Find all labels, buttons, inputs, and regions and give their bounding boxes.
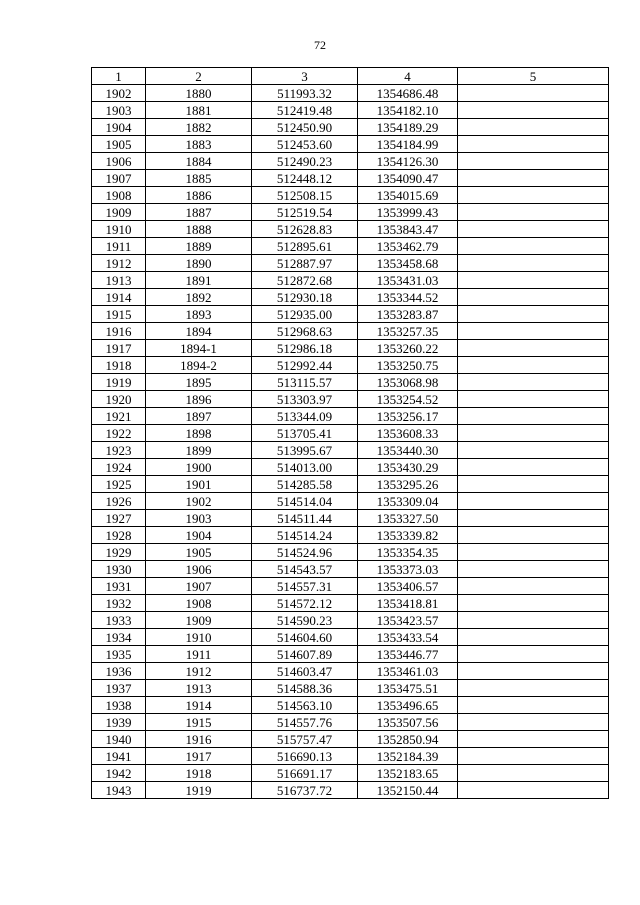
y-coordinate-cell: 1353354.35 bbox=[358, 544, 458, 561]
row-number-cell: 1918 bbox=[92, 357, 146, 374]
row-number-cell: 1914 bbox=[92, 289, 146, 306]
y-coordinate-cell: 1352850.94 bbox=[358, 731, 458, 748]
point-id-cell: 1894-2 bbox=[146, 357, 252, 374]
coordinates-table bbox=[91, 67, 609, 799]
x-coordinate-cell: 514557.31 bbox=[252, 578, 358, 595]
x-coordinate-cell: 514572.12 bbox=[252, 595, 358, 612]
x-coordinate-cell: 512887.97 bbox=[252, 255, 358, 272]
row-number-cell: 1939 bbox=[92, 714, 146, 731]
table-row bbox=[92, 493, 609, 510]
table-row bbox=[92, 578, 609, 595]
note-cell bbox=[458, 561, 609, 578]
y-coordinate-cell: 1353475.51 bbox=[358, 680, 458, 697]
point-id-cell: 1895 bbox=[146, 374, 252, 391]
note-cell bbox=[458, 187, 609, 204]
row-number-cell: 1911 bbox=[92, 238, 146, 255]
point-id-cell: 1902 bbox=[146, 493, 252, 510]
y-coordinate-cell: 1353256.17 bbox=[358, 408, 458, 425]
note-cell bbox=[458, 204, 609, 221]
row-number-cell: 1926 bbox=[92, 493, 146, 510]
point-id-cell: 1886 bbox=[146, 187, 252, 204]
note-cell bbox=[458, 306, 609, 323]
y-coordinate-cell: 1353433.54 bbox=[358, 629, 458, 646]
note-cell bbox=[458, 697, 609, 714]
point-id-cell: 1899 bbox=[146, 442, 252, 459]
note-cell bbox=[458, 425, 609, 442]
y-coordinate-cell: 1353257.35 bbox=[358, 323, 458, 340]
point-id-cell: 1891 bbox=[146, 272, 252, 289]
note-cell bbox=[458, 170, 609, 187]
note-cell bbox=[458, 238, 609, 255]
table-header-row bbox=[92, 68, 609, 85]
x-coordinate-cell: 512872.68 bbox=[252, 272, 358, 289]
note-cell bbox=[458, 255, 609, 272]
row-number-cell: 1922 bbox=[92, 425, 146, 442]
y-coordinate-cell: 1354686.48 bbox=[358, 85, 458, 102]
x-coordinate-cell: 512419.48 bbox=[252, 102, 358, 119]
row-number-cell: 1927 bbox=[92, 510, 146, 527]
column-header: 1 bbox=[92, 68, 146, 85]
y-coordinate-cell: 1353431.03 bbox=[358, 272, 458, 289]
y-coordinate-cell: 1353418.81 bbox=[358, 595, 458, 612]
note-cell bbox=[458, 136, 609, 153]
table-row bbox=[92, 170, 609, 187]
point-id-cell: 1912 bbox=[146, 663, 252, 680]
table-row bbox=[92, 663, 609, 680]
x-coordinate-cell: 514588.36 bbox=[252, 680, 358, 697]
x-coordinate-cell: 512895.61 bbox=[252, 238, 358, 255]
x-coordinate-cell: 513995.67 bbox=[252, 442, 358, 459]
y-coordinate-cell: 1353260.22 bbox=[358, 340, 458, 357]
x-coordinate-cell: 512992.44 bbox=[252, 357, 358, 374]
y-coordinate-cell: 1353254.52 bbox=[358, 391, 458, 408]
x-coordinate-cell: 516737.72 bbox=[252, 782, 358, 799]
note-cell bbox=[458, 119, 609, 136]
table-row bbox=[92, 561, 609, 578]
row-number-cell: 1921 bbox=[92, 408, 146, 425]
note-cell bbox=[458, 340, 609, 357]
note-cell bbox=[458, 680, 609, 697]
y-coordinate-cell: 1353327.50 bbox=[358, 510, 458, 527]
point-id-cell: 1881 bbox=[146, 102, 252, 119]
y-coordinate-cell: 1352150.44 bbox=[358, 782, 458, 799]
note-cell bbox=[458, 527, 609, 544]
x-coordinate-cell: 514607.89 bbox=[252, 646, 358, 663]
row-number-cell: 1905 bbox=[92, 136, 146, 153]
point-id-cell: 1914 bbox=[146, 697, 252, 714]
table-row bbox=[92, 187, 609, 204]
note-cell bbox=[458, 459, 609, 476]
table-row bbox=[92, 612, 609, 629]
point-id-cell: 1888 bbox=[146, 221, 252, 238]
y-coordinate-cell: 1352184.39 bbox=[358, 748, 458, 765]
point-id-cell: 1887 bbox=[146, 204, 252, 221]
y-coordinate-cell: 1352183.65 bbox=[358, 765, 458, 782]
table-row bbox=[92, 119, 609, 136]
point-id-cell: 1906 bbox=[146, 561, 252, 578]
y-coordinate-cell: 1353507.56 bbox=[358, 714, 458, 731]
row-number-cell: 1928 bbox=[92, 527, 146, 544]
point-id-cell: 1909 bbox=[146, 612, 252, 629]
row-number-cell: 1915 bbox=[92, 306, 146, 323]
table-row bbox=[92, 374, 609, 391]
note-cell bbox=[458, 102, 609, 119]
y-coordinate-cell: 1353462.79 bbox=[358, 238, 458, 255]
point-id-cell: 1910 bbox=[146, 629, 252, 646]
y-coordinate-cell: 1354182.10 bbox=[358, 102, 458, 119]
x-coordinate-cell: 512930.18 bbox=[252, 289, 358, 306]
x-coordinate-cell: 514013.00 bbox=[252, 459, 358, 476]
note-cell bbox=[458, 765, 609, 782]
x-coordinate-cell: 512519.54 bbox=[252, 204, 358, 221]
point-id-cell: 1885 bbox=[146, 170, 252, 187]
table-row bbox=[92, 85, 609, 102]
x-coordinate-cell: 514514.24 bbox=[252, 527, 358, 544]
point-id-cell: 1896 bbox=[146, 391, 252, 408]
x-coordinate-cell: 514511.44 bbox=[252, 510, 358, 527]
note-cell bbox=[458, 493, 609, 510]
table-row bbox=[92, 272, 609, 289]
row-number-cell: 1936 bbox=[92, 663, 146, 680]
row-number-cell: 1907 bbox=[92, 170, 146, 187]
point-id-cell: 1911 bbox=[146, 646, 252, 663]
note-cell bbox=[458, 374, 609, 391]
table-row bbox=[92, 408, 609, 425]
table-row bbox=[92, 221, 609, 238]
x-coordinate-cell: 513115.57 bbox=[252, 374, 358, 391]
point-id-cell: 1918 bbox=[146, 765, 252, 782]
x-coordinate-cell: 511993.32 bbox=[252, 85, 358, 102]
y-coordinate-cell: 1353309.04 bbox=[358, 493, 458, 510]
note-cell bbox=[458, 646, 609, 663]
point-id-cell: 1917 bbox=[146, 748, 252, 765]
row-number-cell: 1941 bbox=[92, 748, 146, 765]
point-id-cell: 1892 bbox=[146, 289, 252, 306]
row-number-cell: 1934 bbox=[92, 629, 146, 646]
x-coordinate-cell: 514563.10 bbox=[252, 697, 358, 714]
note-cell bbox=[458, 391, 609, 408]
row-number-cell: 1906 bbox=[92, 153, 146, 170]
table-row bbox=[92, 204, 609, 221]
page-number: 72 bbox=[314, 38, 326, 52]
y-coordinate-cell: 1353406.57 bbox=[358, 578, 458, 595]
point-id-cell: 1880 bbox=[146, 85, 252, 102]
x-coordinate-cell: 514524.96 bbox=[252, 544, 358, 561]
table-row bbox=[92, 782, 609, 799]
point-id-cell: 1908 bbox=[146, 595, 252, 612]
point-id-cell: 1907 bbox=[146, 578, 252, 595]
x-coordinate-cell: 516691.17 bbox=[252, 765, 358, 782]
point-id-cell: 1900 bbox=[146, 459, 252, 476]
note-cell bbox=[458, 544, 609, 561]
row-number-cell: 1943 bbox=[92, 782, 146, 799]
y-coordinate-cell: 1353423.57 bbox=[358, 612, 458, 629]
table-row bbox=[92, 102, 609, 119]
row-number-cell: 1930 bbox=[92, 561, 146, 578]
table-row bbox=[92, 425, 609, 442]
table-row bbox=[92, 306, 609, 323]
row-number-cell: 1904 bbox=[92, 119, 146, 136]
table-row bbox=[92, 527, 609, 544]
row-number-cell: 1917 bbox=[92, 340, 146, 357]
x-coordinate-cell: 512968.63 bbox=[252, 323, 358, 340]
x-coordinate-cell: 512935.00 bbox=[252, 306, 358, 323]
x-coordinate-cell: 516690.13 bbox=[252, 748, 358, 765]
table-row bbox=[92, 765, 609, 782]
point-id-cell: 1884 bbox=[146, 153, 252, 170]
table-row bbox=[92, 697, 609, 714]
y-coordinate-cell: 1353461.03 bbox=[358, 663, 458, 680]
y-coordinate-cell: 1353295.26 bbox=[358, 476, 458, 493]
note-cell bbox=[458, 323, 609, 340]
table-body bbox=[92, 85, 609, 799]
table-row bbox=[92, 680, 609, 697]
note-cell bbox=[458, 442, 609, 459]
note-cell bbox=[458, 476, 609, 493]
point-id-cell: 1904 bbox=[146, 527, 252, 544]
y-coordinate-cell: 1354126.30 bbox=[358, 153, 458, 170]
table-row bbox=[92, 629, 609, 646]
row-number-cell: 1913 bbox=[92, 272, 146, 289]
note-cell bbox=[458, 629, 609, 646]
point-id-cell: 1882 bbox=[146, 119, 252, 136]
table-row bbox=[92, 510, 609, 527]
row-number-cell: 1925 bbox=[92, 476, 146, 493]
row-number-cell: 1937 bbox=[92, 680, 146, 697]
table-row bbox=[92, 323, 609, 340]
note-cell bbox=[458, 85, 609, 102]
row-number-cell: 1933 bbox=[92, 612, 146, 629]
row-number-cell: 1931 bbox=[92, 578, 146, 595]
y-coordinate-cell: 1353373.03 bbox=[358, 561, 458, 578]
note-cell bbox=[458, 782, 609, 799]
point-id-cell: 1894-1 bbox=[146, 340, 252, 357]
table-row bbox=[92, 646, 609, 663]
x-coordinate-cell: 513344.09 bbox=[252, 408, 358, 425]
x-coordinate-cell: 512453.60 bbox=[252, 136, 358, 153]
y-coordinate-cell: 1353608.33 bbox=[358, 425, 458, 442]
y-coordinate-cell: 1353250.75 bbox=[358, 357, 458, 374]
x-coordinate-cell: 514285.58 bbox=[252, 476, 358, 493]
y-coordinate-cell: 1353068.98 bbox=[358, 374, 458, 391]
point-id-cell: 1915 bbox=[146, 714, 252, 731]
note-cell bbox=[458, 357, 609, 374]
y-coordinate-cell: 1353344.52 bbox=[358, 289, 458, 306]
table-row bbox=[92, 238, 609, 255]
row-number-cell: 1932 bbox=[92, 595, 146, 612]
y-coordinate-cell: 1354189.29 bbox=[358, 119, 458, 136]
table-row bbox=[92, 731, 609, 748]
x-coordinate-cell: 513303.97 bbox=[252, 391, 358, 408]
row-number-cell: 1902 bbox=[92, 85, 146, 102]
point-id-cell: 1916 bbox=[146, 731, 252, 748]
row-number-cell: 1942 bbox=[92, 765, 146, 782]
x-coordinate-cell: 515757.47 bbox=[252, 731, 358, 748]
y-coordinate-cell: 1353446.77 bbox=[358, 646, 458, 663]
row-number-cell: 1909 bbox=[92, 204, 146, 221]
y-coordinate-cell: 1353430.29 bbox=[358, 459, 458, 476]
point-id-cell: 1913 bbox=[146, 680, 252, 697]
y-coordinate-cell: 1353458.68 bbox=[358, 255, 458, 272]
x-coordinate-cell: 514590.23 bbox=[252, 612, 358, 629]
note-cell bbox=[458, 731, 609, 748]
point-id-cell: 1903 bbox=[146, 510, 252, 527]
row-number-cell: 1920 bbox=[92, 391, 146, 408]
y-coordinate-cell: 1354184.99 bbox=[358, 136, 458, 153]
row-number-cell: 1924 bbox=[92, 459, 146, 476]
note-cell bbox=[458, 663, 609, 680]
point-id-cell: 1901 bbox=[146, 476, 252, 493]
note-cell bbox=[458, 748, 609, 765]
note-cell bbox=[458, 510, 609, 527]
x-coordinate-cell: 514603.47 bbox=[252, 663, 358, 680]
x-coordinate-cell: 512508.15 bbox=[252, 187, 358, 204]
table-row bbox=[92, 748, 609, 765]
point-id-cell: 1919 bbox=[146, 782, 252, 799]
x-coordinate-cell: 512448.12 bbox=[252, 170, 358, 187]
row-number-cell: 1912 bbox=[92, 255, 146, 272]
row-number-cell: 1923 bbox=[92, 442, 146, 459]
table-row bbox=[92, 595, 609, 612]
table-row bbox=[92, 136, 609, 153]
x-coordinate-cell: 514604.60 bbox=[252, 629, 358, 646]
table-row bbox=[92, 255, 609, 272]
note-cell bbox=[458, 578, 609, 595]
x-coordinate-cell: 513705.41 bbox=[252, 425, 358, 442]
x-coordinate-cell: 512628.83 bbox=[252, 221, 358, 238]
table-row bbox=[92, 340, 609, 357]
column-header: 5 bbox=[458, 68, 609, 85]
row-number-cell: 1940 bbox=[92, 731, 146, 748]
column-header: 3 bbox=[252, 68, 358, 85]
y-coordinate-cell: 1354015.69 bbox=[358, 187, 458, 204]
y-coordinate-cell: 1353339.82 bbox=[358, 527, 458, 544]
x-coordinate-cell: 512986.18 bbox=[252, 340, 358, 357]
note-cell bbox=[458, 289, 609, 306]
y-coordinate-cell: 1354090.47 bbox=[358, 170, 458, 187]
y-coordinate-cell: 1353496.65 bbox=[358, 697, 458, 714]
table-row bbox=[92, 391, 609, 408]
table-row bbox=[92, 459, 609, 476]
y-coordinate-cell: 1353843.47 bbox=[358, 221, 458, 238]
note-cell bbox=[458, 595, 609, 612]
row-number-cell: 1938 bbox=[92, 697, 146, 714]
row-number-cell: 1935 bbox=[92, 646, 146, 663]
note-cell bbox=[458, 153, 609, 170]
column-header: 2 bbox=[146, 68, 252, 85]
note-cell bbox=[458, 408, 609, 425]
row-number-cell: 1929 bbox=[92, 544, 146, 561]
row-number-cell: 1919 bbox=[92, 374, 146, 391]
table-row bbox=[92, 476, 609, 493]
table-row bbox=[92, 153, 609, 170]
point-id-cell: 1905 bbox=[146, 544, 252, 561]
y-coordinate-cell: 1353283.87 bbox=[358, 306, 458, 323]
point-id-cell: 1890 bbox=[146, 255, 252, 272]
x-coordinate-cell: 512450.90 bbox=[252, 119, 358, 136]
table-row bbox=[92, 289, 609, 306]
y-coordinate-cell: 1353440.30 bbox=[358, 442, 458, 459]
table-row bbox=[92, 714, 609, 731]
note-cell bbox=[458, 221, 609, 238]
x-coordinate-cell: 512490.23 bbox=[252, 153, 358, 170]
point-id-cell: 1893 bbox=[146, 306, 252, 323]
table-row bbox=[92, 442, 609, 459]
point-id-cell: 1883 bbox=[146, 136, 252, 153]
note-cell bbox=[458, 714, 609, 731]
row-number-cell: 1908 bbox=[92, 187, 146, 204]
x-coordinate-cell: 514557.76 bbox=[252, 714, 358, 731]
y-coordinate-cell: 1353999.43 bbox=[358, 204, 458, 221]
note-cell bbox=[458, 272, 609, 289]
x-coordinate-cell: 514514.04 bbox=[252, 493, 358, 510]
point-id-cell: 1897 bbox=[146, 408, 252, 425]
row-number-cell: 1910 bbox=[92, 221, 146, 238]
point-id-cell: 1889 bbox=[146, 238, 252, 255]
point-id-cell: 1894 bbox=[146, 323, 252, 340]
row-number-cell: 1916 bbox=[92, 323, 146, 340]
row-number-cell: 1903 bbox=[92, 102, 146, 119]
table-row bbox=[92, 544, 609, 561]
column-header: 4 bbox=[358, 68, 458, 85]
x-coordinate-cell: 514543.57 bbox=[252, 561, 358, 578]
point-id-cell: 1898 bbox=[146, 425, 252, 442]
table-row bbox=[92, 357, 609, 374]
note-cell bbox=[458, 612, 609, 629]
